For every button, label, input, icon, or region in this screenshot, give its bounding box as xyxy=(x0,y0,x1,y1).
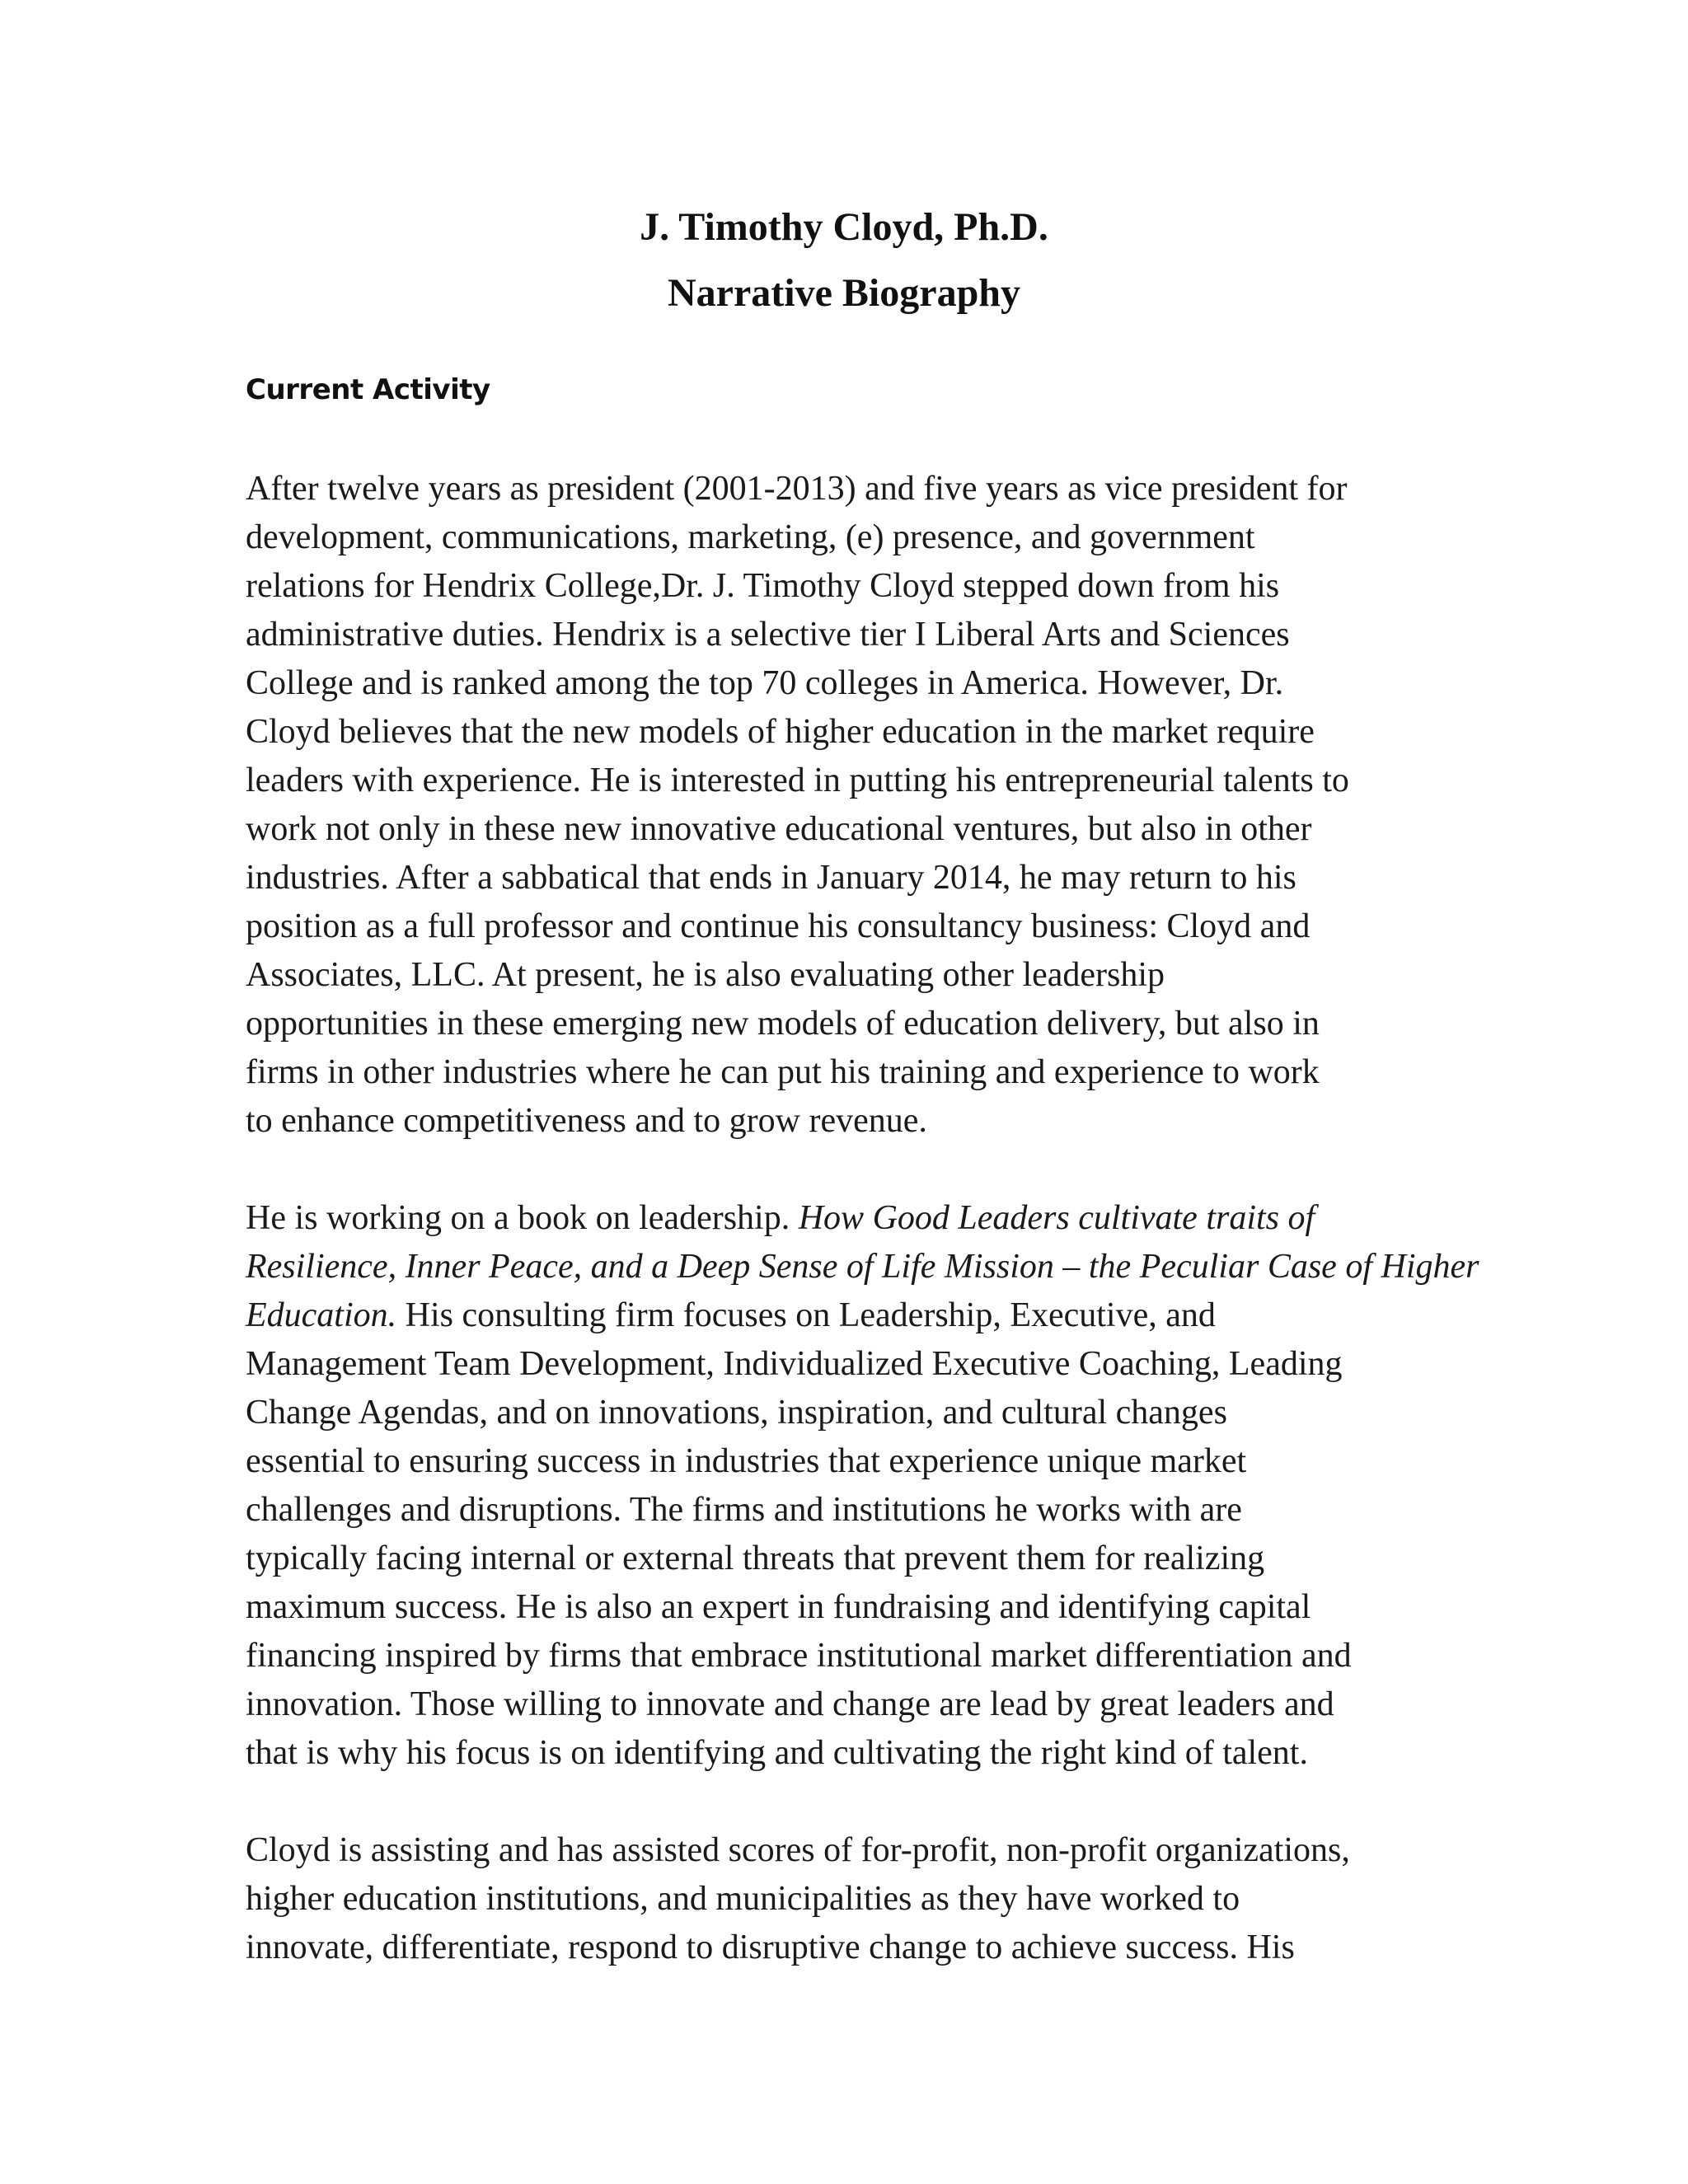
paragraph-line: innovate, differentiate, respond to disruptive change to achieve success. His xyxy=(246,1929,1295,1966)
paragraph-2 xyxy=(246,1194,1479,1778)
paragraph-line: work not only in these new innovative educational ventures, but also in other xyxy=(246,810,1312,848)
paragraph-line: position as a full professor and continue his consultancy business: Cloyd and xyxy=(246,907,1311,945)
book-title-text: Education. xyxy=(246,1296,397,1334)
paragraph-line: leaders with experience. He is interested in putting his entrepreneurial talents to xyxy=(246,762,1349,799)
paragraph-line: After twelve years as president (2001-2013) and five years as vice president for xyxy=(246,470,1348,508)
paragraph-line: Cloyd believes that the new models of higher education in the market require xyxy=(246,713,1315,751)
paragraph-line: essential to ensuring success in industries that experience unique market xyxy=(246,1442,1247,1480)
paragraph-line: maximum success. He is also an expert in fundraising and identifying capital xyxy=(246,1588,1311,1626)
paragraph-line: administrative duties. Hendrix is a selective tier I Liberal Arts and Sciences xyxy=(246,616,1290,654)
paragraph-3 xyxy=(246,1826,1465,1972)
paragraph-line: relations for Hendrix College,Dr. J. Timothy Cloyd stepped down from his xyxy=(246,567,1280,605)
paragraph-line: to enhance competitiveness and to grow revenue. xyxy=(246,1102,927,1140)
section-heading-current-activity: Current Activity xyxy=(246,373,490,406)
paragraph-line: Management Team Development, Individualized Executive Coaching, Leading xyxy=(246,1345,1343,1383)
paragraph-line: industries. After a sabbatical that ends in January 2014, he may return to his xyxy=(246,859,1296,897)
paragraph-line: innovation. Those willing to innovate and change are lead by great leaders and xyxy=(246,1685,1334,1723)
document-subtitle: Narrative Biography xyxy=(668,271,1020,315)
paragraph-line xyxy=(246,1194,1465,1243)
title-block xyxy=(0,194,1688,326)
paragraph-line: opportunities in these emerging new models of education delivery, but also in xyxy=(246,1005,1320,1043)
paragraph-line: development, communications, marketing, (e) presence, and government xyxy=(246,518,1255,556)
paragraph-text: His consulting firm focuses on Leadership, Executive, and xyxy=(396,1296,1216,1334)
paragraph-line: firms in other industries where he can put his training and experience to work xyxy=(246,1053,1320,1091)
paragraph-line: Change Agendas, and on innovations, inspiration, and cultural changes xyxy=(246,1394,1227,1432)
author-name-heading: J. Timothy Cloyd, Ph.D. xyxy=(640,205,1048,249)
document-body xyxy=(246,369,1479,2021)
paragraph-line: Associates, LLC. At present, he is also evaluating other leadership xyxy=(246,956,1165,994)
paragraph-line: challenges and disruptions. The firms and institutions he works with are xyxy=(246,1491,1242,1529)
paragraph-line: College and is ranked among the top 70 colleges in America. However, Dr. xyxy=(246,664,1284,702)
paragraph-line: higher education institutions, and municipalities as they have worked to xyxy=(246,1880,1240,1918)
paragraph-line: typically facing internal or external threats that prevent them for realizing xyxy=(246,1540,1265,1577)
paragraph-line: Cloyd is assisting and has assisted scores of for-profit, non-profit organizations, xyxy=(246,1831,1350,1869)
paragraph-text: He is working on a book on leadership. xyxy=(246,1199,799,1237)
paragraph-line xyxy=(246,1291,1465,1340)
paragraph-1 xyxy=(246,465,1465,1146)
book-title-text: Resilience, Inner Peace, and a Deep Sense of Life Mission – the Peculiar Case of Higher xyxy=(246,1248,1479,1286)
paragraph-line: that is why his focus is on identifying and cultivating the right kind of talent. xyxy=(246,1734,1308,1772)
paragraph-line: financing inspired by firms that embrace institutional market differentiation and xyxy=(246,1637,1352,1675)
book-title-text: How Good Leaders cultivate traits of xyxy=(798,1199,1315,1237)
